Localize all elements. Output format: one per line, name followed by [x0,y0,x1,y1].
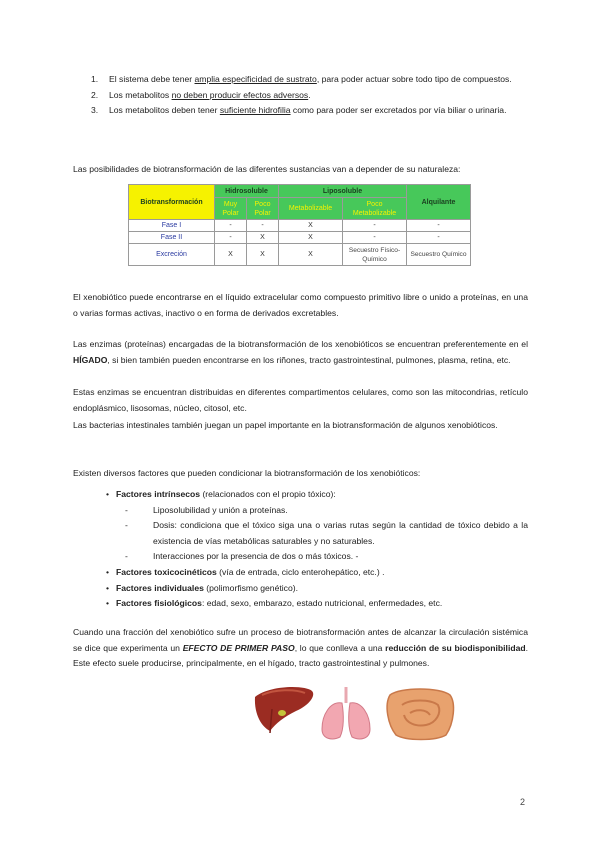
table-row: Fase I - - X - - [129,220,471,232]
list-item: • Factores toxicocinéticos (vía de entrada, ciclo enterohepático, etc.) . [106,566,385,577]
header-muy-polar: Muy Polar [215,198,247,220]
table-row: Fase II - X X - - [129,232,471,244]
factors-list [106,487,528,612]
paragraph-factores: Existen diversos factores que pueden condicionar la biotransformación de los xenobióticos: [73,468,421,478]
biotransformation-table [128,184,471,266]
sub-list-item: - Dosis: condiciona que el tóxico siga una o varias rutas según la cantidad de tóxico debido a la existencia de vías metabólicas saturables y no saturables. [125,520,528,546]
page-number: 2 [520,797,526,807]
sub-list-item: - Interacciones por la presencia de dos o más tóxicos. - [125,551,359,562]
paragraph-primer-paso: Cuando una fracción del xenobiótico sufre un proceso de biotransformación antes de alcanzar la circulación sistémica se dice que experimenta un EFECTO DE PRIMER PASO, lo que conlleva a una reducción de su biodisponibilidad. Este efecto suele producirse, principalmente, en el hígado, tracto gastrointestinal y pulmones. [73,627,529,669]
requirement-item: 2. Los metabolitos no deben producir efectos adversos. [91,89,311,100]
header-poco-polar: Poco Polar [247,198,279,220]
table-intro: Las posibilidades de biotransformación de las diferentes sustancias van a depender de su naturaleza: [73,164,461,174]
intestine-icon [387,689,453,740]
paragraph-xenobiotico: El xenobiótico puede encontrarse en el líquido extracelular como compuesto primitivo libre o unido a proteínas, en una o varias formas activas, inactivo o en forma de derivados excretables. [73,292,528,318]
header-hidrosoluble: Hidrosoluble [215,185,279,198]
header-alquilante: Alquilante [407,185,471,220]
requirement-item: 1. El sistema debe tener amplia especificidad de sustrato, para poder actuar sobre todo tipo de compuestos. [91,74,512,84]
requirement-item: 3. Los metabolitos deben tener suficiente hidrofilia como para poder ser excretados por vía biliar o urinaria. [91,105,507,116]
paragraph-enzimas: Las enzimas (proteínas) encargadas de la biotransformación de los xenobióticos se encuentran preferentemente en el HÍGADO, si bien también pueden encontrarse en los riñones, tracto gastrointestinal, pulmones, plasma, retina, etc. [73,339,528,365]
organ-illustrations [250,683,470,743]
table-corner: Biotransformación [129,185,215,220]
header-poco-metabolizable: Poco Metabolizable [343,198,407,220]
paragraph-bacterias: Las bacterias intestinales también juegan un papel importante en la biotransformación de algunos xenobióticos. [73,420,498,430]
header-metabolizable: Metabolizable [279,198,343,220]
table-row: Excreción X X X Secuestro Físico-Químico Secuestro Químico [129,244,471,266]
list-item: • Factores fisiológicos: edad, sexo, embarazo, estado nutricional, enfermedades, etc. [106,598,443,609]
liver-icon [255,687,313,733]
requirements-list [91,72,527,119]
list-item: • Factores intrínsecos (relacionados con el propio tóxico): [106,489,336,499]
sub-list-item: - Liposolubilidad y unión a proteínas. [125,504,288,515]
list-item: • Factores individuales (polimorfismo genético). [106,582,298,593]
lungs-icon [322,687,370,739]
paragraph-compartimentos: Estas enzimas se encuentran distribuidas en diferentes compartimentos celulares, como son las mitocondrias, retículo endoplásmico, lisosomas, núcleo, citosol, etc. [73,387,528,413]
header-liposoluble: Liposoluble [279,185,407,198]
